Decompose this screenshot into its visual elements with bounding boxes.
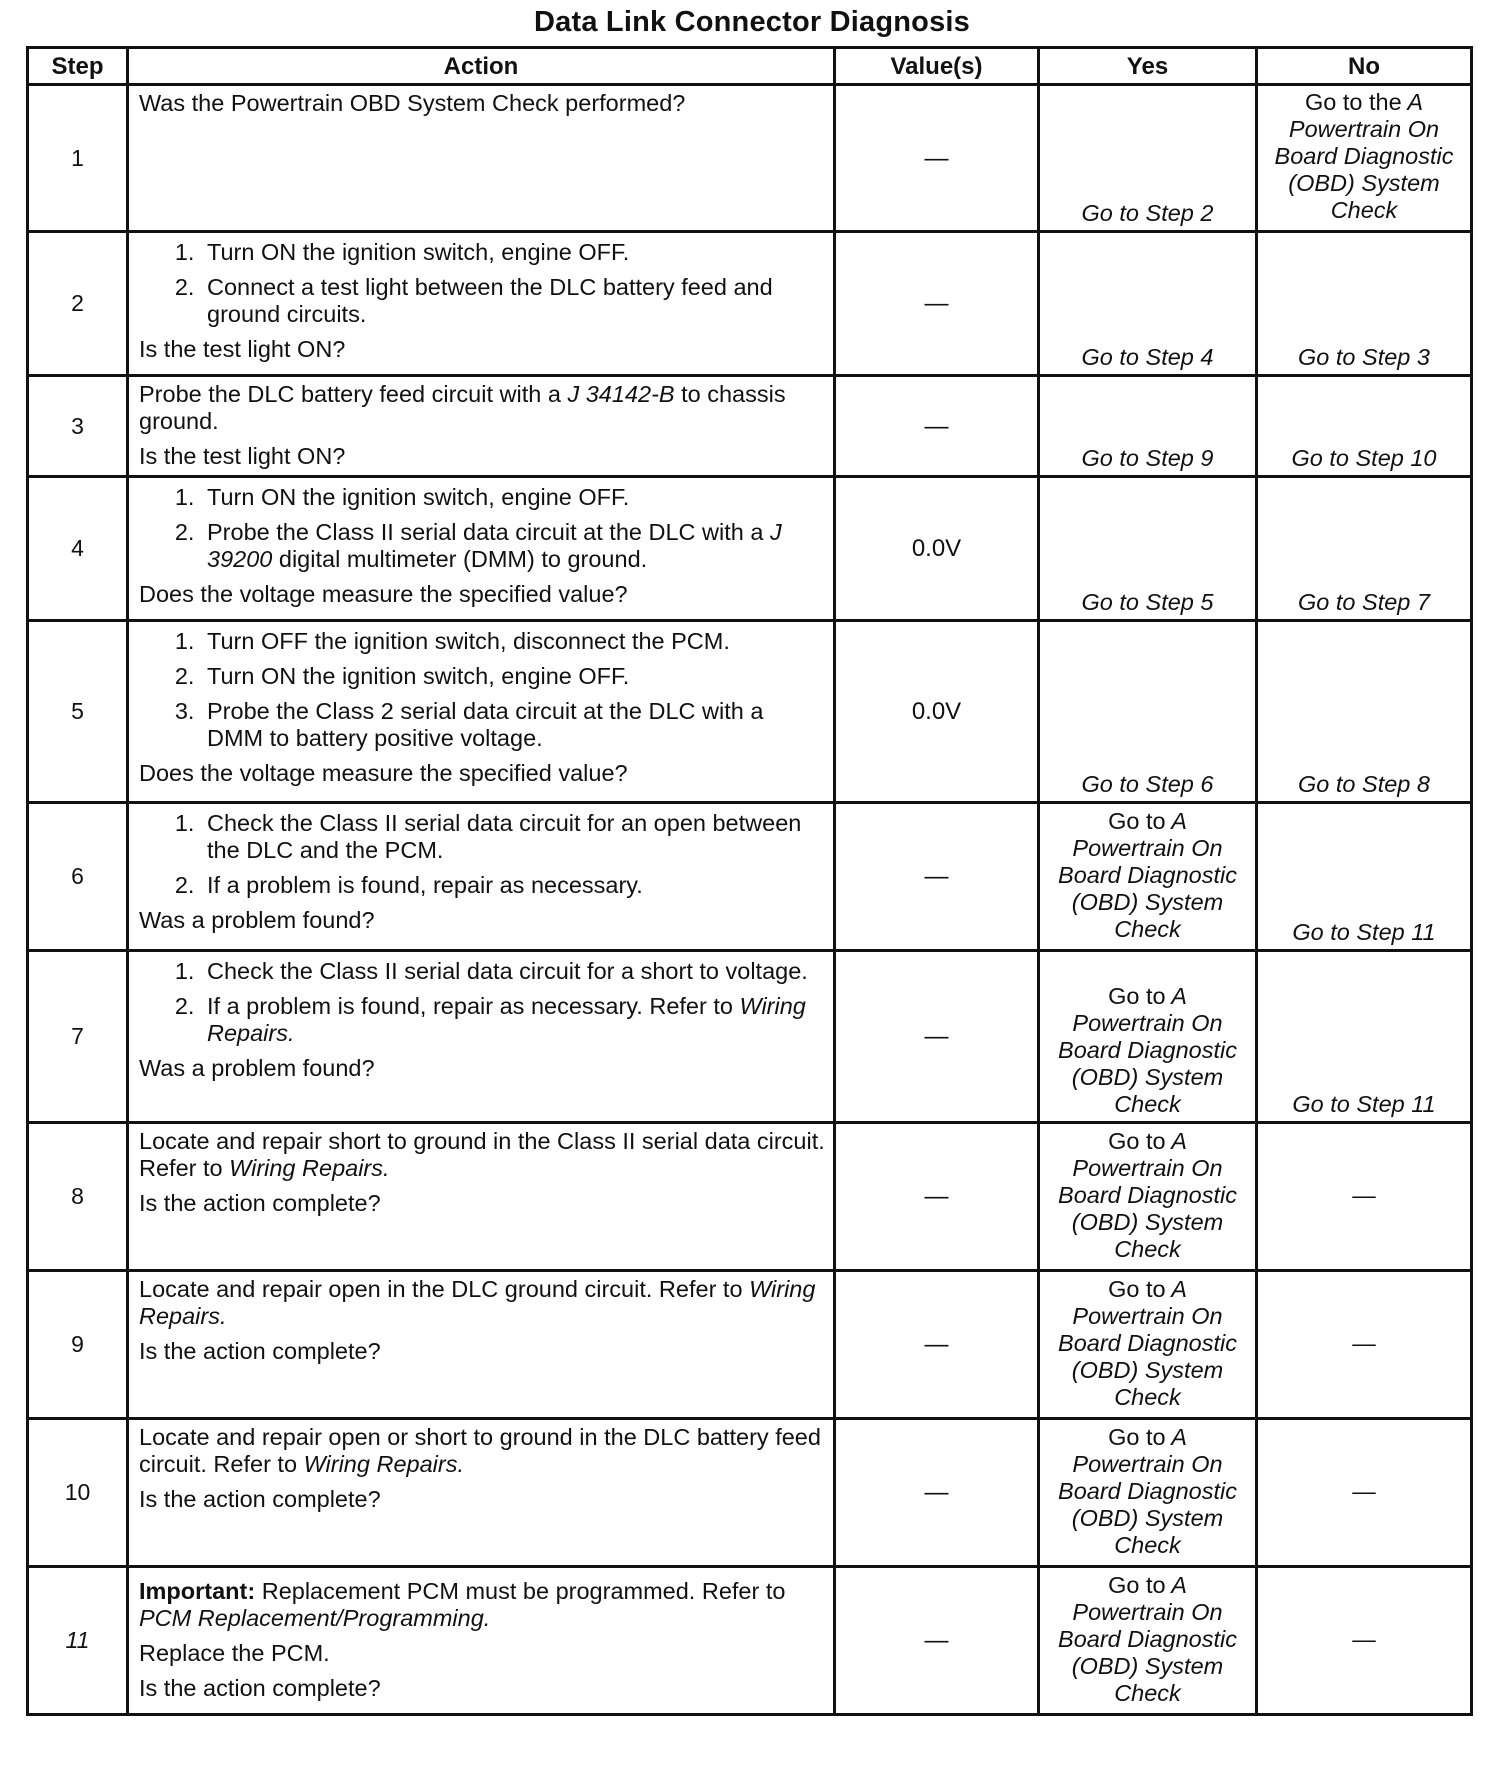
action-question: Does the voltage measure the specified value?	[139, 581, 628, 607]
no-cell: Go to Step 7	[1257, 477, 1472, 621]
value-cell: —	[835, 1271, 1039, 1419]
step-number: 6	[28, 803, 128, 951]
value-cell: —	[835, 951, 1039, 1123]
step-number: 10	[28, 1419, 128, 1567]
yes-cell: Go to A Powertrain On Board Diagnostic (OBD) System Check	[1039, 1271, 1257, 1419]
tool-reference: J 39200	[207, 519, 782, 572]
header-no: No	[1257, 48, 1472, 85]
table-row	[28, 1567, 1472, 1715]
manual-reference: Wiring Repairs.	[207, 993, 806, 1046]
step-number: 2	[28, 232, 128, 376]
table-row	[28, 85, 1472, 232]
no-cell: —	[1257, 1419, 1472, 1567]
action-question: Is the action complete?	[139, 1338, 381, 1364]
value-cell: —	[835, 803, 1039, 951]
value-cell: —	[835, 232, 1039, 376]
action-step: 1. Turn ON the ignition switch, engine OFF.	[201, 239, 825, 266]
action-cell	[128, 1567, 835, 1715]
manual-reference: Wiring Repairs.	[139, 1276, 816, 1329]
value-cell: 0.0V	[835, 477, 1039, 621]
step-number: 11	[28, 1567, 128, 1715]
yes-cell: Go to Step 2	[1039, 85, 1257, 232]
action-step: 2. Probe the Class II serial data circuit at the DLC with a J 39200 digital multimeter (DMM) to ground.	[201, 519, 825, 573]
no-cell: —	[1257, 1567, 1472, 1715]
action-text: Locate and repair open or short to ground in the DLC battery feed circuit. Refer to Wiring Repairs.	[139, 1424, 821, 1477]
table-row	[28, 232, 1472, 376]
tool-reference: J 34142-B	[567, 381, 675, 407]
action-cell	[128, 232, 835, 376]
no-cell: —	[1257, 1123, 1472, 1271]
action-step: 1. Turn ON the ignition switch, engine OFF.	[201, 484, 825, 511]
action-step: 1. Check the Class II serial data circuit for an open between the DLC and the PCM.	[201, 810, 825, 864]
action-steps	[139, 958, 825, 1047]
table-row	[28, 951, 1472, 1123]
yes-cell: Go to A Powertrain On Board Diagnostic (OBD) System Check	[1039, 1419, 1257, 1567]
value-cell: —	[835, 1123, 1039, 1271]
no-cell: Go to Step 3	[1257, 232, 1472, 376]
table-row	[28, 1271, 1472, 1419]
action-question: Is the test light ON?	[139, 336, 346, 362]
table-row	[28, 477, 1472, 621]
no-cell: Go to Step 11	[1257, 951, 1472, 1123]
header-action: Action	[128, 48, 835, 85]
manual-reference: PCM Replacement/Programming.	[139, 1605, 491, 1631]
table-row	[28, 1419, 1472, 1567]
table-row	[28, 621, 1472, 803]
action-question: Was a problem found?	[139, 1055, 375, 1081]
step-number: 8	[28, 1123, 128, 1271]
action-cell	[128, 621, 835, 803]
yes-cell: Go to Step 5	[1039, 477, 1257, 621]
action-cell	[128, 376, 835, 477]
action-steps	[139, 810, 825, 899]
no-cell: Go to Step 8	[1257, 621, 1472, 803]
step-number: 7	[28, 951, 128, 1123]
table-row	[28, 803, 1472, 951]
action-cell	[128, 1123, 835, 1271]
value-cell: —	[835, 376, 1039, 477]
action-cell	[128, 477, 835, 621]
action-step: 2. If a problem is found, repair as necessary.	[201, 872, 825, 899]
manual-reference: Wiring Repairs.	[303, 1451, 464, 1477]
table-row	[28, 376, 1472, 477]
header-step: Step	[28, 48, 128, 85]
action-text: Replace the PCM.	[139, 1640, 330, 1666]
step-number: 9	[28, 1271, 128, 1419]
action-text: Locate and repair short to ground in the Class II serial data circuit. Refer to Wiring Repairs.	[139, 1128, 825, 1181]
value-cell: —	[835, 1419, 1039, 1567]
yes-cell: Go to Step 9	[1039, 376, 1257, 477]
yes-cell: Go to A Powertrain On Board Diagnostic (OBD) System Check	[1039, 1567, 1257, 1715]
action-question: Does the voltage measure the specified value?	[139, 760, 628, 786]
action-cell	[128, 1271, 835, 1419]
action-question: Is the action complete?	[139, 1675, 381, 1701]
important-label: Important:	[139, 1578, 256, 1604]
yes-cell: Go to A Powertrain On Board Diagnostic (OBD) System Check	[1039, 803, 1257, 951]
action-step: 2. Connect a test light between the DLC battery feed and ground circuits.	[201, 274, 825, 328]
action-step: 1. Check the Class II serial data circuit for a short to voltage.	[201, 958, 825, 985]
action-step: 3. Probe the Class 2 serial data circuit at the DLC with a DMM to battery positive voltage.	[201, 698, 825, 752]
step-number: 4	[28, 477, 128, 621]
header-row	[28, 48, 1472, 85]
table-row	[28, 1123, 1472, 1271]
action-steps	[139, 628, 825, 752]
action-question: Was a problem found?	[139, 907, 375, 933]
action-steps	[139, 484, 825, 573]
action-text: Locate and repair open in the DLC ground circuit. Refer to Wiring Repairs.	[139, 1276, 816, 1329]
action-cell	[128, 85, 835, 232]
header-yes: Yes	[1039, 48, 1257, 85]
action-cell	[128, 1419, 835, 1567]
action-cell	[128, 803, 835, 951]
yes-cell: Go to Step 6	[1039, 621, 1257, 803]
step-number: 1	[28, 85, 128, 232]
action-question: Is the test light ON?	[139, 443, 346, 469]
action-step: 2. If a problem is found, repair as necessary. Refer to Wiring Repairs.	[201, 993, 825, 1047]
action-step: 2. Turn ON the ignition switch, engine OFF.	[201, 663, 825, 690]
step-number: 5	[28, 621, 128, 803]
diagnosis-table	[26, 46, 1473, 1716]
action-step: 1. Turn OFF the ignition switch, disconnect the PCM.	[201, 628, 825, 655]
action-steps	[139, 239, 825, 328]
action-question: Is the action complete?	[139, 1190, 381, 1216]
no-cell: Go to Step 10	[1257, 376, 1472, 477]
no-cell: —	[1257, 1271, 1472, 1419]
value-cell: —	[835, 1567, 1039, 1715]
action-cell	[128, 951, 835, 1123]
header-values: Value(s)	[835, 48, 1039, 85]
action-question: Was the Powertrain OBD System Check performed?	[139, 90, 686, 116]
yes-cell: Go to A Powertrain On Board Diagnostic (OBD) System Check	[1039, 1123, 1257, 1271]
document-title: Data Link Connector Diagnosis	[533, 6, 971, 38]
no-cell: Go to Step 11	[1257, 803, 1472, 951]
action-text: Important: Replacement PCM must be programmed. Refer to PCM Replacement/Programming.	[139, 1578, 786, 1631]
step-number: 3	[28, 376, 128, 477]
yes-cell: Go to Step 4	[1039, 232, 1257, 376]
yes-cell: Go to A Powertrain On Board Diagnostic (OBD) System Check	[1039, 951, 1257, 1123]
no-cell: Go to the A Powertrain On Board Diagnostic (OBD) System Check	[1257, 85, 1472, 232]
action-text: Probe the DLC battery feed circuit with a J 34142-B to chassis ground.	[139, 381, 786, 434]
action-question: Is the action complete?	[139, 1486, 381, 1512]
manual-reference: Wiring Repairs.	[229, 1155, 390, 1181]
value-cell: 0.0V	[835, 621, 1039, 803]
value-cell: —	[835, 85, 1039, 232]
